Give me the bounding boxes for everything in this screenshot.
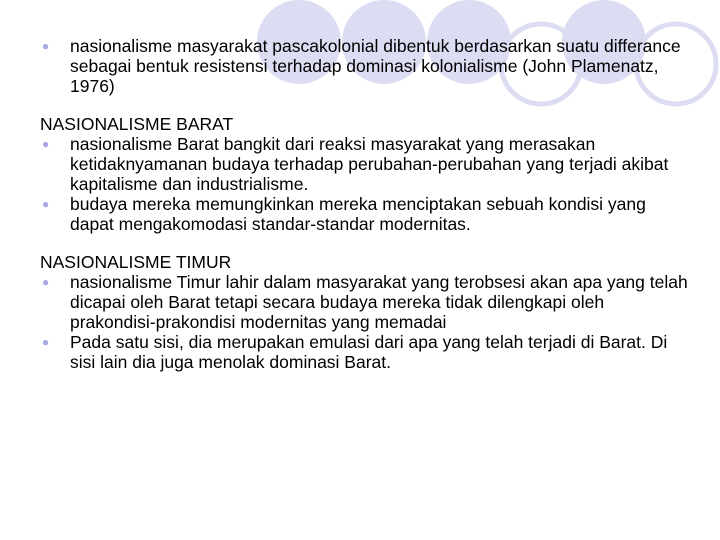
section-spacer	[40, 96, 690, 114]
timur-bullet-1	[40, 272, 690, 332]
intro-bullet-1	[40, 36, 690, 96]
bullet-text: budaya mereka memungkinkan mereka menciptakan sebuah kondisi yang dapat mengakomodasi standar-standar modernitas.	[70, 194, 646, 234]
heading-barat: NASIONALISME BARAT	[40, 114, 234, 134]
bullet-text: Pada satu sisi, dia merupakan emulasi dari apa yang telah terjadi di Barat. Di sisi lain dia juga menolak dominasi Barat.	[70, 332, 668, 372]
barat-bullet-1	[40, 134, 690, 194]
bullet-text: nasionalisme masyarakat pascakolonial dibentuk berdasarkan suatu differance sebagai bentuk resistensi terhadap dominasi kolonialisme (John Plamenatz, 1976)	[70, 36, 681, 96]
circle-bullet-icon: ●	[42, 137, 50, 151]
bullet-text: nasionalisme Timur lahir dalam masyarakat yang terobsesi akan apa yang telah dicapai oleh Barat tetapi secara budaya mereka tidak dilengkapi oleh prakondisi-prakondisi modernitas yang memadai	[70, 272, 688, 332]
circle-bullet-icon: ●	[42, 335, 50, 349]
circle-bullet-icon: ●	[42, 197, 50, 211]
barat-bullet-2	[40, 194, 690, 234]
section-spacer	[40, 234, 690, 252]
circle-bullet-icon: ●	[42, 275, 50, 289]
timur-bullet-2	[40, 332, 690, 372]
circle-bullet-icon: ●	[42, 39, 50, 53]
bullet-text: nasionalisme Barat bangkit dari reaksi masyarakat yang merasakan ketidaknyamanan budaya terhadap perubahan-perubahan yang terjadi akibat kapitalisme dan industrialisme.	[70, 134, 669, 194]
slide-content	[40, 36, 690, 372]
heading-timur: NASIONALISME TIMUR	[40, 252, 232, 272]
